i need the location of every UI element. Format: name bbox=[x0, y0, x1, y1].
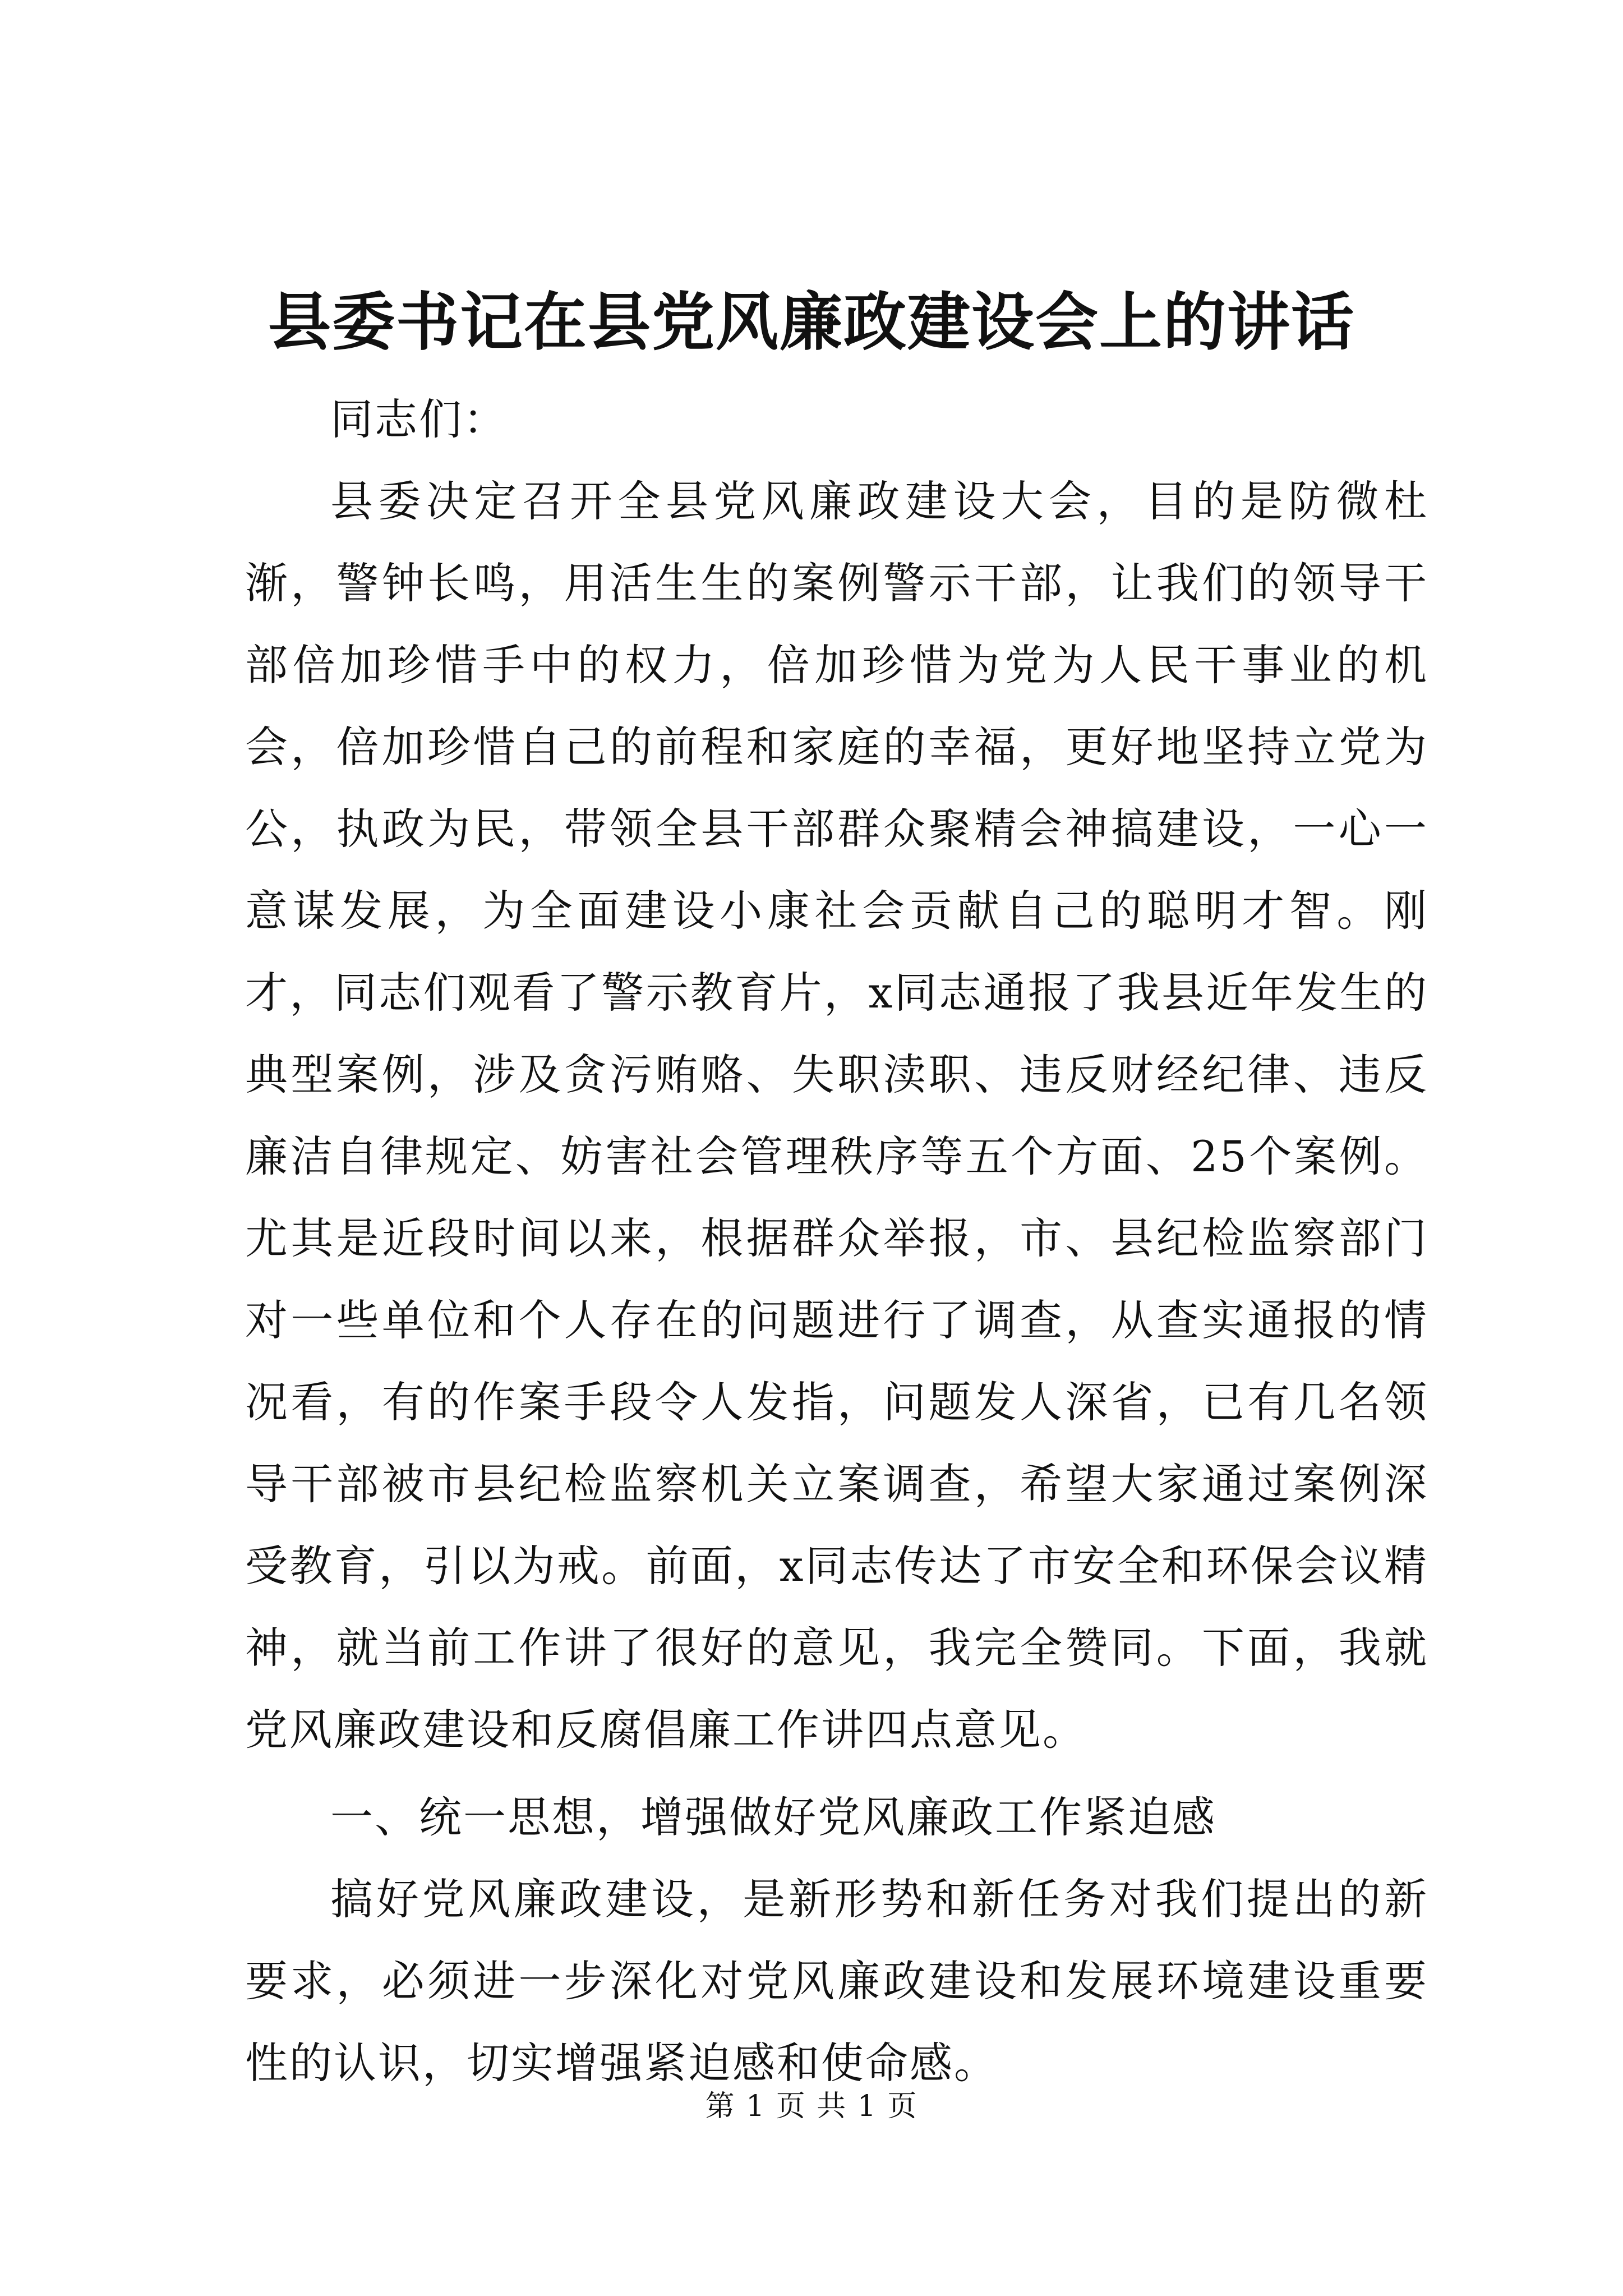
section-paragraph: 搞好党风廉政建设，是新形势和新任务对我们提出的新要求，必须进一步深化对党风廉政建设和发展环境建设重要性的认识，切实增强紧迫感和使命感。 bbox=[245, 1874, 1428, 2088]
intro-paragraph: 县委决定召开全县党风廉政建设大会，目的是防微杜渐，警钟长鸣，用活生生的案例警示干部，让我们的领导干部倍加珍惜手中的权力，倍加珍惜为党为人民干事业的机会，倍加珍惜自己的前程和家庭的幸福，更好地坚持立党为公，执政为民，带领全县干部群众聚精会神搞建设，一心一意谋发展，为全面建设小康社会贡献自己的聪明才智。刚才，同志们观看了警示教育片，x同志通报了我县近年发生的典型案例，涉及贪污贿赂、失职渎职、违反财经纪律、违反廉洁自律规定、妨害社会管理秩序等五个方面、25个案例。尤其是近段时间以来，根据群众举报，市、县纪检监察部门对一些单位和个人存在的问题进行了调查，从查实通报的情况看，有的作案手段令人发指，问题发人深省，已有几名领导干部被市县纪检监察机关立案调查，希望大家通过案例深受教育，引以为戒。前面，x同志传达了市安全和环保会议精神，就当前工作讲了很好的意见，我完全赞同。下面，我就党风廉政建设和反腐倡廉工作讲四点意见。 bbox=[245, 476, 1428, 1755]
section-heading: 一、统一思想，增强做好党风廉政工作紧迫感 bbox=[330, 1792, 1216, 1842]
document-body bbox=[245, 379, 1428, 2104]
document-title: 县委书记在县党风廉政建设会上的讲话 bbox=[268, 286, 1355, 359]
page-footer: 第 1 页 共 1 页 bbox=[705, 2090, 918, 2123]
greeting-paragraph: 同志们： bbox=[330, 394, 508, 444]
